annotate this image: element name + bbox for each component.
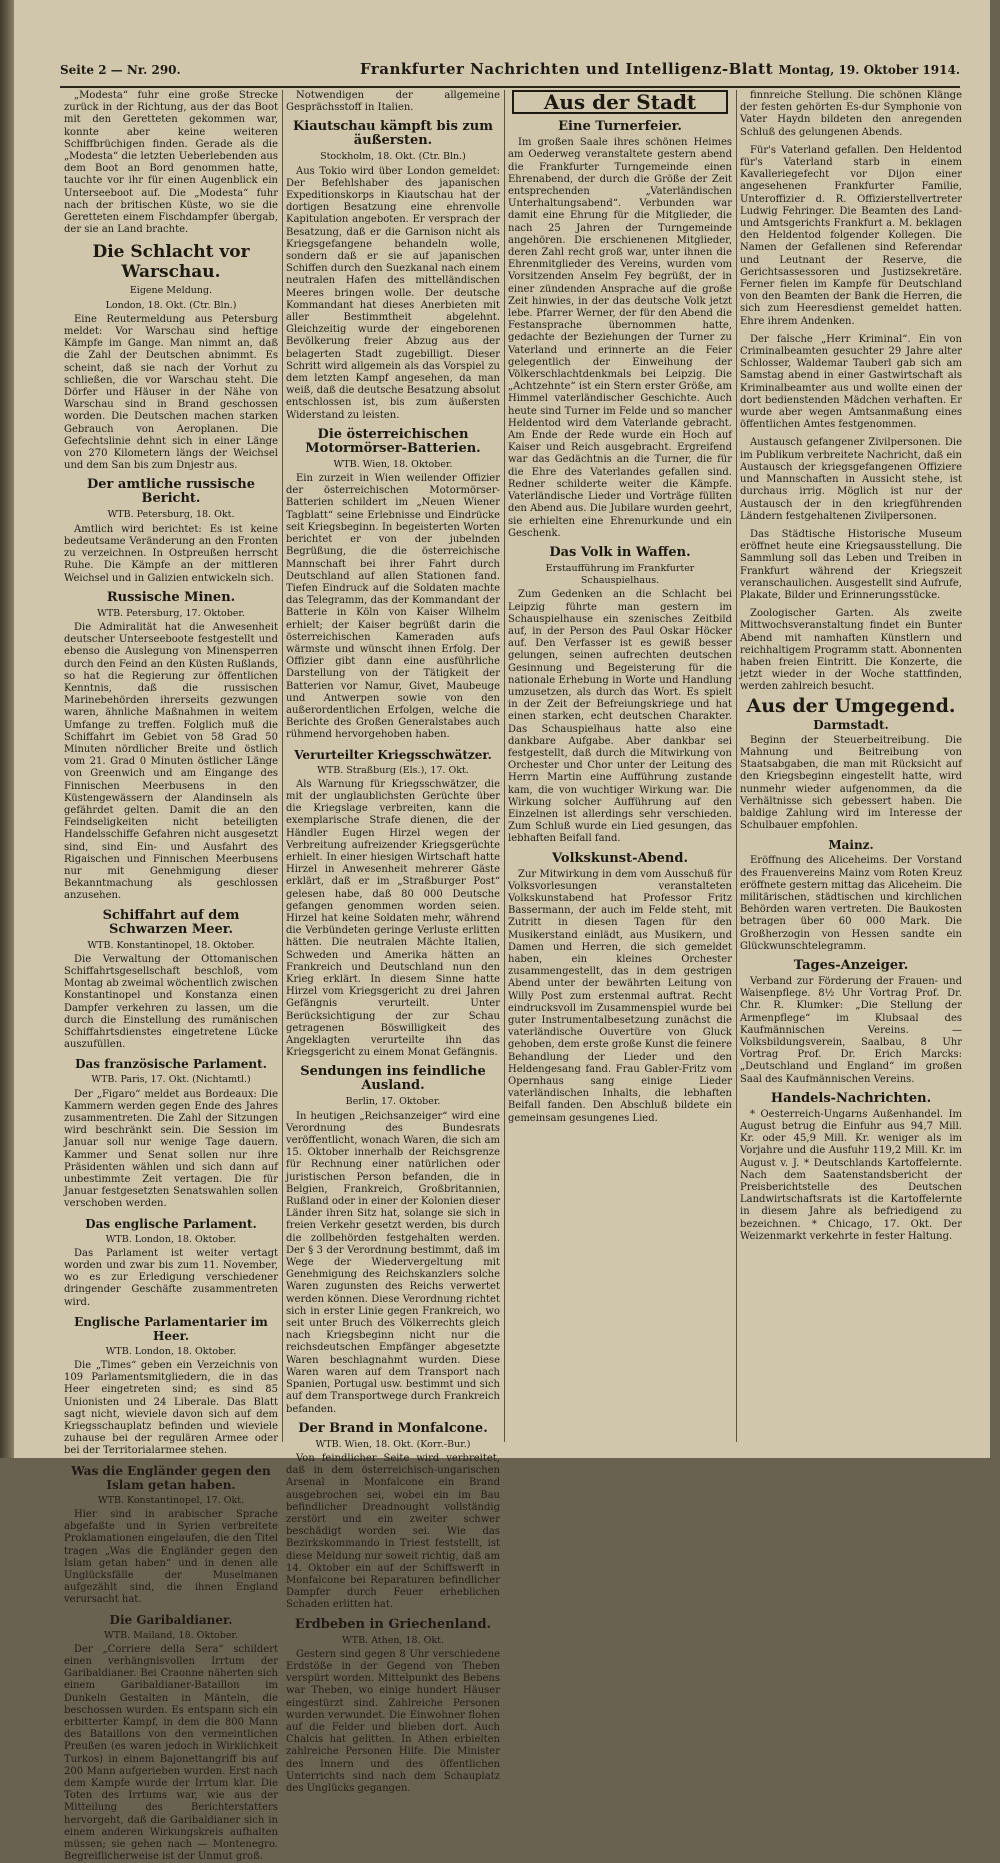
article-body: Zum Gedenken an die Schlacht bei Leipzig führte man gestern im Schauspielhause ein szenisches Zeitbild auf, in der Person des Paul Oskar Höcker auf. Den Verfasser ist es gewiß besser gelungen, seinen aufrechten deutschen Gesinnung und Begeisterung für die nationale Erhebung in Worte und Handlung umzusetzen, als durch das Wort. Es spielt in der Zeit der Befreiungskriege und hat einen starken, echt deutschen Charakter. Das Schauspielhaus hatte also eine dankbare Aufgabe. Aber dankbar sei festgestellt, daß durch die Mitwirkung von Orchester und Chor unter der Leitung des Herrn Martin eine Aufführung zustande kam, die von wuchtiger Wirkung war. Die Wirkung solcher Aufführung auf den Einzelnen ist allerdings sehr verschieden. Zum Schluß wurde ein Lied gesungen, das lebhaften Beifall fand. xyxy=(508,589,732,845)
article xyxy=(740,145,962,328)
article xyxy=(740,437,962,522)
article-dateline: WTB. Mailand, 18. Oktober. xyxy=(104,1629,238,1641)
article xyxy=(286,90,500,114)
article-dateline: WTB. Konstantinopel, 18. Oktober. xyxy=(87,939,255,951)
article-body: Im großen Saale ihres schönen Heimes am Oederweg veranstaltete gestern abend die Frankfurter Turngemeinde einen Ehrenabend, der durch die Größe der Zeit entsprechenden „Vaterländischen Unterhaltungsabend“. Verbunden war damit eine Ehrung für die Mitglieder, die nach 25 Jahren der Turngemeinde angehören. Die erschienenen Mitglieder, deren Zahl recht groß war, unter ihnen die Ehrenmitglieder des Vereins, wurden vom Vorsitzenden Anselm Fey begrüßt, der in einer zündenden Ansprache auf die große Zeit hinwies, in der das deutsche Volk jetzt lebe. Pfarrer Werner, der für den Abend die Festansprache übernommen hatte, gedachte der Beziehungen der Turner zu Vaterland und erinnerte an die Feier gelegentlich der Einweihung der Völkerschlachtdenkmals bei Leipzig. Die „Achtzehnte“ ist ein Stern erster Größe, am Himmel vaterländischer Geschichte. Auch heute sind Turner im Felde und so mancher Heldentod wird dem Vaterlande gebracht. Am Ende der Rede wurde ein Hoch auf Kaiser und Reich ausgebracht. Ergreifend war das Gedächtnis an die Turner, die für die Ehre des Vaterlandes gefallen sind. Redner schilderte weiter die Kämpfe. Vaterländische Lieder und Vorträge füllten den Abend aus. Die Jubilare wurden geehrt, sie erhielten eine Ehrenurkunde und ein Geschenk. xyxy=(508,137,732,539)
article xyxy=(740,608,962,693)
article-dateline: London, 18. Okt. (Ctr. Bln.) xyxy=(105,299,237,311)
page-header xyxy=(60,60,960,82)
article-body: Als Warnung für Kriegsschwätzer, die mit der unglaublichsten Gerüchte über die Kriegslage verbreiten, kann die exemplarische Strafe dienen, die der Händler Eugen Hirzel wegen der Verbreitung aufreizender Kriegsgerüchte erhielt. In einer hiesigen Wirtschaft hatte Hirzel in Anwesenheit mehrerer Gäste erklärt, daß er im „Straßburger Post“ gelesen habe, daß 80 000 Deutsche gefangen genommen worden seien. Hirzel hat keine Soldaten mehr, während die Verbündeten geringe Verluste erlitten hätten. Die neutralen Mächte Italien, Schweden und Amerika hätten an Frankreich und Deutschland nun den Krieg erklärt. In diesem Sinne hatte Hirzel vom Kriegsgericht zu drei Jahren Gefängnis verurteilt. Unter Berücksichtigung der zur Schau getragenen Böswilligkeit des Angeklagten verurteilte ihn das Kriegsgericht zu einem Monat Gefängnis. xyxy=(286,778,500,1059)
article xyxy=(740,334,962,432)
article-headline: Russische Minen. xyxy=(106,589,236,605)
article xyxy=(64,1315,278,1458)
section-heading: Aus der Umgegend. xyxy=(746,694,956,717)
article xyxy=(508,120,732,540)
article xyxy=(740,90,962,139)
article-body: Das Parlament ist weiter vertagt worden und zwar bis zum 11. November, wo es zur Erledigung verschiedener dringender Geschäfte zusammentreten wird. xyxy=(64,1247,278,1308)
header-rule xyxy=(60,86,960,88)
article-dateline: WTB. London, 18. Oktober. xyxy=(105,1233,237,1245)
article-headline: Die österreichischen Motormörser-Batterien. xyxy=(305,426,481,456)
article-body: Der „Corriere della Sera“ schildert einen verhängnisvollen Irrtum der Garibaldianer. Bei Craonne näherten sich einem Garibaldianer-Bataillon im Dunkeln Gestalten in Mänteln, die beschossen wurden. Es entspann sich ein erbitterter Kampf, in dem die 800 Mann des Bataillons von den vermeintlichen Preußen (es waren jedoch in Wirklichkeit Turkos) in einem Bajonettangriff bis auf 200 Mann aufgerieben wurden. Erst nach dem Kampfe wurde der Irrtum klar. Die Toten des Irrtums war, wie aus der Mitteilung des Berichterstatters hervorgeht, daß die Garibaldianer sich in einem anderen Wirkungskreis aufhalten müssen; sie gehen nach — Montenegro. Begreiflicherweise ist der Unmut groß. xyxy=(64,1643,278,1863)
article xyxy=(64,591,278,903)
article-dateline: WTB. Petersburg, 17. Oktober. xyxy=(97,607,245,619)
article-body: Gestern sind gegen 8 Uhr verschiedene Erdstöße in der Gegend von Theben verspürt worden. Mittelpunkt des Bebens war Theben, wo einige hundert Häuser eingestürzt sind. Zahlreiche Personen wurden verwundet. Die Einwohner flohen auf die Felder und blieben dort. Auch Chalcis hat gelitten. In Athen erbielten zahlreiche Personen Hilfe. Die Minister des Innern und des öffentlichen Unterrichts sind nach dem Schauplatz des Unglücks gegangen. xyxy=(286,1648,500,1794)
article-headline: Volkskunst-Abend. xyxy=(552,850,688,866)
column-1 xyxy=(64,90,278,1863)
article-body: Die Admiralität hat die Anwesenheit deutscher Unterseeboote festgestellt und ebenso die Auslegung von Minensperren durch den Feind an den Küsten Rußlands, so hat die Regierung zur öffentlichen Kenntnis, daß die russischen Marinebehörden ihrerseits gezwungen waren, ähnliche Maßnahmen in weitem Umfange zu treffen. Folglich muß die Schiffahrt im Gebiet von 58 Grad 50 Minuten nördlicher Breite und östlich vom 21. Grad 0 Minuten östlicher Länge von Greenwich und am Eingange des Finnischen Meerbusens in den Küstengewässern der Alandinseln als gefährdet gelten. Damit die an den Feindseligkeiten nicht beteiligten Handelsschiffe Gefahren nicht ausgesetzt sind, sind Ein- und Ausfahrt des Rigaischen und Finnischen Meerbusens nur mit Genehmigung dieser Bekanntmachung als geschlossen anzusehen. xyxy=(64,621,278,902)
article-body: finnreiche Stellung. Die schönen Klänge der festen gehörten Es-dur Symphonie von Vater Haydn bildeten den anregenden Schluß des gelungenen Abends. xyxy=(740,90,962,138)
binding-edge xyxy=(0,0,14,1458)
article-dateline: Stockholm, 18. Okt. (Ctr. Bln.) xyxy=(320,151,466,163)
article-headline: Das französische Parlament. xyxy=(75,1057,267,1072)
article-body: Der „Figaro“ meldet aus Bordeaux: Die Kammern werden gegen Ende des Jahres zusammentreten. Die Zahl der Sitzungen wird beschränkt sein. Die Session im Januar soll nur wenige Tage dauern. Kammer und Senat sollen nur ihre Präsidenten wählen und sich dann auf unbestimmte Zeit vertagen. Die für Januar festgesetzten Senatswahlen sollen verschoben werden. xyxy=(64,1088,278,1210)
article-headline: Handels-Nachrichten. xyxy=(770,1090,932,1106)
article-body: Zur Mitwirkung in dem vom Ausschuß für Volksvorlesungen veranstalteten Volkskunstabend hat Professor Fritz Bassermann, der auch im Felde steht, mit Zutritt in diesen Tagen für den Musikerstand einlädt, aus Musikern, und Damen und Herren, die sich gemeldet haben, ein kleines Orchester zusammengestellt, das in dem gestrigen Abend unter der bewährten Leitung von Willy Post zum erstenmal auftrat. Recht eindrucksvoll im Zusammenspiel wurde bei guter Instrumentalbesetzung zunächst die vaterländische Ouvertüre von Gluck gehoben, dem erste große Kunst die feinere Behandlung der Lieder und den Heldengesang fand. Frau Gabler-Fritz vom Opernhaus sang einige Lieder vaterländischen Inhalts, die lebhaften Beifall fanden. Den Abschluß bildete ein gemeinsam gesungenes Lied. xyxy=(508,868,732,1124)
article xyxy=(286,120,500,421)
article xyxy=(64,478,278,584)
article xyxy=(508,90,732,114)
article-body: Der falsche „Herr Kriminal“. Ein von Criminalbeamten gesuchter 29 Jahre alter Schlosser, Waldemar Tauberl gab sich am Samstag abend in einer Gastwirtschaft als Kriminalbeamter aus und wollte einen der dort bedienstenden Mädchen verhaften. Er wurde aber wegen Amtsanmaßung eines öffentlichen Amtes festgenommen. xyxy=(740,333,962,431)
issue-date: Montag, 19. Oktober 1914. xyxy=(778,63,960,77)
article-headline: Englische Parlamentarier im Heer. xyxy=(74,1314,268,1343)
article xyxy=(64,1464,278,1607)
article-subline: Eigene Meldung. xyxy=(129,285,213,297)
column-divider xyxy=(736,90,737,1442)
article-headline: Der Brand in Monfalcone. xyxy=(298,1420,488,1436)
article-dateline: WTB. Wien, 18. Oktober. xyxy=(333,458,453,470)
article-body: Für's Vaterland gefallen. Den Heldentod für's Vaterland starb in einem Kavalleriegefecht vor Dijon einer angesehenen Frankfurter Familie, Unteroffizier d. R. Offizierstellvertreter Ludwig Fehringer. Die Beamten des Land- und Amtsgerichts Frankfurt a. M. beklagen den Heldentod folgender Kollegen. Die Namen der Gefallenen sind Referendar und Leutnant der Reserve, die Gerichtsassessoren und Justizsekretäre. Ferner fielen im Kampfe für Deutschland von den Beamten der Bank die Herren, die sich zum Heeresdienst gemeldet hatten. Ehre ihrem Andenken. xyxy=(740,144,962,327)
article-body: Das Städtische Historische Museum eröffnet heute eine Kriegsausstellung. Die Sammlung soll das Leben und Treiben in Frankfurt während der Kriegszeit veranschaulichen. Ausgestellt sind Aufrufe, Plakate, Bilder und Erinnerungsstücke. xyxy=(740,528,962,601)
article xyxy=(64,909,278,1052)
article xyxy=(508,546,732,846)
article-dateline: WTB. Petersburg, 18. Okt. xyxy=(107,509,235,521)
article xyxy=(64,90,278,236)
article-headline: Tages-Anzeiger. xyxy=(793,958,909,973)
article-headline: Der amtliche russische Bericht. xyxy=(87,477,255,507)
column-2 xyxy=(286,90,500,1794)
article-headline: Die Schlacht vor Warschau. xyxy=(92,242,250,283)
article-body: Die „Times“ geben ein Verzeichnis von 109 Parlamentsmitgliedern, die in das Heer eingetreten sind; es sind 85 Unionisten und 24 Liberale. Das Blatt sagt nicht, wieviele davon sich auf dem Kriegsschauplatz befinden und wieviele zuhause bei der regulären Armee oder bei der Territorialarmee stehen. xyxy=(64,1360,278,1457)
article-dateline: WTB. Athen, 18. Okt. xyxy=(341,1634,445,1646)
column-divider xyxy=(504,90,505,1442)
article-headline: Schiffahrt auf dem Schwarzen Meer. xyxy=(102,907,240,937)
article-dateline: Berlin, 17. Oktober. xyxy=(345,1096,441,1108)
article-body: „Modesta“ fuhr eine große Strecke zurück in der Richtung, aus der das Boot mit den Geretteten gekommen war, konnte aber keine weiteren Schiffbrüchigen finden. Gerade als die „Modesta“ die letzten Ueberlebenden aus dem Boot an Bord genommen hatte, tauchte vor ihr für einen Augenblick ein Unterseeboot auf. Die „Modesta“ fuhr nach der britischen Küste, wo sie die Geretteten einem Fischdampfer übergab, der sie an Land brachte. xyxy=(64,90,278,236)
article-dateline: WTB. London, 18. Oktober. xyxy=(105,1345,237,1357)
article-body: Verband zur Förderung der Frauen- und Waisenpflege. 8½ Uhr Vortrag Prof. Dr. Chr. R. Klumker: „Die Stellung der Armenpflege“ im Klubsaal des Kaufmännischen Vereins. — Volksbildungsverein, Saalbau, 8 Uhr Vortrag Prof. Dr. Erich Marcks: „Deutschland und England“ im großen Saal des Kaufmännischen Vereins. xyxy=(740,976,962,1085)
article xyxy=(64,1613,278,1863)
article-body: Eine Reutermeldung aus Petersburg meldet: Vor Warschau sind heftige Kämpfe im Gange. Man nimmt an, daß die Zahl der Deutschen abnimmt. Es scheint, daß sie nach der Vorhut zu schließen, die vor Warschau steht. Die Dörfer und Häuser in der Nähe von Warschau sind in Brand geschossen worden. Die Deutschen machen starken Gebrauch von Aeroplanen. Die Gefechtslinie dehnt sich in einer Länge von 270 Kilometern längs der Weichsel und dem San bis zum Dnjestr aus. xyxy=(64,313,278,472)
column-4 xyxy=(740,90,962,1442)
article xyxy=(740,529,962,602)
column-divider xyxy=(282,90,283,1442)
article-headline: Mainz. xyxy=(828,838,874,853)
article xyxy=(740,694,962,717)
article xyxy=(286,1065,500,1415)
article-headline: Das Volk in Waffen. xyxy=(549,544,691,560)
article-body: Notwendigen der allgemeine Gesprächsstoff in Italien. xyxy=(286,90,500,114)
article xyxy=(286,1618,500,1796)
page-number: Seite 2 — Nr. 290. xyxy=(60,63,181,77)
article-headline: Die Garibaldianer. xyxy=(109,1612,233,1627)
article-body: Ein zurzeit in Wien weilender Offizier der österreichischen Motormörser-Batterien schildert im „Neuen Wiener Tagblatt“ seine Erlebnisse und Eindrücke seit Kriegsbeginn. In begeisterten Worten berichtet er von der jubelnden Begrüßung, die die österreichische Mannschaft bei ihrer Fahrt durch Deutschland auf allen Stationen fand. Tiefen Eindruck auf die Soldaten machte das Telegramm, das der Kommandant der Batterie in Köln von Kaiser Wilhelm erhielt; der Kaiser begrüßt darin die österreichischen Kameraden aufs wärmste und wünscht ihnen Erfolg. Der Offizier gibt dann eine ausführliche Darstellung von der Tätigkeit der Batterien vor Namur, Givet, Maubeuge und Antwerpen sowie von den außerordentlichen Erfolgen, welche die Berichte des Großen Generalstabes auch rühmend hervorgehoben haben. xyxy=(286,473,500,741)
article xyxy=(64,1217,278,1309)
article-dateline: WTB. Straßburg (Els.), 17. Okt. xyxy=(317,764,469,776)
article-body: Eröffnung des Aliceheims. Der Vorstand des Frauenvereins Mainz vom Roten Kreuz eröffnete gestern mittag das Aliceheim. Die militärischen, städtischen und kirchlichen Behörden waren vertreten. Die Baukosten betragen über 60 000 Mark. Die Großherzogin von Hessen sandte ein Glückwunschtelegramm. xyxy=(740,855,962,952)
article-dateline: WTB. Wien, 18. Okt. (Korr.-Bur.) xyxy=(315,1438,471,1450)
article-body: Austausch gefangener Zivilpersonen. Die im Publikum verbreitete Nachricht, daß ein Austausch der kriegsgefangenen Offiziere und Mannschaften in Aussicht stehe, ist durchaus irrig. Möglich ist nur der Austausch der in den kriegführenden Ländern festgehaltenen Zivilpersonen. xyxy=(740,437,962,522)
article-headline: Was die Engländer gegen den Islam getan haben. xyxy=(71,1463,271,1492)
article-body: Aus Tokio wird über London gemeldet: Der Befehlshaber des japanischen Expeditionskorps in Kiautschau hat der dortigen Besatzung eine ehrenvolle Kapitulation angeboten. Er versprach der Besatzung, daß er die Garnison nicht als Kriegsgefangene behandeln wolle, sondern daß er sie auf japanischen Schiffen durch den Suezkanal nach einem neutralen Hafen des mittelländischen Meeres bringen wolle. Der deutsche Kommandant hat dieses Anerbieten mit aller Bestimmtheit abgelehnt. Gleichzeitig wurde der eingeborenen Bevölkerung freier Abzug aus der belagerten Stadt zugebilligt. Dieser Schritt wird allgemein als das Vorspiel zu dem letzten Kampf angesehen, da man weiß, daß die deutsche Besatzung absolut entschlossen ist, bis zum äußersten Widerstand zu leisten. xyxy=(286,165,500,421)
article-headline: Kiautschau kämpft bis zum äußersten. xyxy=(292,119,494,149)
masthead: Frankfurter Nachrichten und Intelligenz-Blatt xyxy=(360,60,774,78)
article-dateline: WTB. Konstantinopel, 17. Okt. xyxy=(97,1494,245,1506)
article xyxy=(286,748,500,1060)
article xyxy=(740,959,962,1086)
article-body: Amtlich wird berichtet: Es ist keine bedeutsame Veränderung an den Fronten zu verzeichnen. In Ostpreußen herrscht Ruhe. Die Kämpfe an der mittleren Weichsel und in Galizien entwickeln sich. xyxy=(64,523,278,584)
article xyxy=(740,1092,962,1243)
article-headline: Das englische Parlament. xyxy=(85,1216,257,1231)
article xyxy=(286,1422,500,1612)
article xyxy=(740,838,962,953)
article xyxy=(64,1057,278,1210)
article-body: Hier sind in arabischer Sprache abgefaßte und in Syrien verbreitete Proklamationen eingelaufen, die den Titel tragen „Was die Engländer gegen den Islam getan haben“ und in denen alle Unglücksfälle der Muselmanen aufgezählt sind, die ihnen England verursacht hat. xyxy=(64,1508,278,1606)
article-body: Die Verwaltung der Ottomanischen Schiffahrtsgesellschaft beschloß, vom Montag ab zweimal wöchentlich zwischen Konstantinopel und Konstanza einen Dampfer verkehren zu lassen, um die durch die Einstellung des rumänischen Schiffahrtsdienstes eingetretene Lücke auszufüllen. xyxy=(64,953,278,1051)
article xyxy=(508,852,732,1125)
article-headline: Verurteilter Kriegsschwätzer. xyxy=(294,747,492,762)
article-body: Beginn der Steuerbeitreibung. Die Mahnung und Beitreibung von Staatsabgaben, die man mit Rücksicht auf den Kriegsbeginn eingestellt hatte, wird nunmehr wieder aufgenommen, da die Verhältnisse sich gebessert haben. Die baldige Zahlung wird im Interesse der Schulbauer empfohlen. xyxy=(740,734,962,832)
section-heading-box: Aus der Stadt xyxy=(512,90,728,114)
column-3 xyxy=(508,90,732,1442)
article-body: Von feindlicher Seite wird verbreitet, daß in dem österreichisch-ungarischen Arsenal in Monfalcone ein Brand ausgebrochen sei, wobei ein im Bau befindlicher Dreadnought vollständig zerstört und ein zweiter schwer beschädigt worden sei. Wie das Bezirkskommando in Triest feststellt, ist diese Meldung nur soweit richtig, daß am 14. Oktober ein auf der Schiffswerft in Monfalcone bei Reparaturen befindlicher Dampfer durch Feuer erheblichen Schaden erlitten hat. xyxy=(286,1452,500,1611)
article-body: In heutigen „Reichsanzeiger“ wird eine Verordnung des Bundesrats veröffentlicht, wonach Waren, die sich am 15. Oktober innerhalb der Reichsgrenze für Rechnung einer natürlichen oder juristischen Person befanden, die in Belgien, Frankreich, Großbritannien, Rußland oder in einer der Kolonien dieser Länder ihren Sitz hat, solange sie sich in freien Verkehr gesetzt werden, bis durch die zollbehörden festgehalten werden. Der § 3 der Verordnung bestimmt, daß im Wege der Wiedervergeltung mit Genehmigung des Reichskanzlers solche Waren zugunsten des Reichs verwertet werden können. Diese Verordnung richtet sich in erster Linie gegen Frankreich, wo seit unter Bruch des Völkerrechts gleich nach Kriegsbeginn nicht nur die reichsdeutschen Empfänger abgesetzte Waren beschlagnahmt wurden. Diese Waren waren auf dem Transport nach Spanien, Portugal usw. bestimmt und sich auf dem Transportwege durch Frankreich befanden. xyxy=(286,1110,500,1415)
article-headline: Erdbeben in Griechenland. xyxy=(294,1616,492,1632)
article-headline: Eine Turnerfeier. xyxy=(558,119,682,135)
article-dateline: WTB. Paris, 17. Okt. (Nichtamtl.) xyxy=(91,1074,251,1086)
article-subline: Erstaufführung im Frankfurter Schauspielhaus. xyxy=(545,562,695,587)
article xyxy=(286,428,500,742)
article-headline: Sendungen ins feindliche Ausland. xyxy=(300,1064,486,1094)
article-body: Zoologischer Garten. Als zweite Mittwochsveranstaltung findet ein Bunter Abend mit namhaften Künstlern und reichhaltigem Programm statt. Abonnenten haben freien Eintritt. Die Konzerte, die jetzt wieder in der Woche stattfinden, werden zahlreich besucht. xyxy=(740,608,962,693)
article xyxy=(740,718,962,833)
article xyxy=(64,242,278,472)
article-body: * Oesterreich-Ungarns Außenhandel. Im August betrug die Einfuhr aus 94,7 Mill. Kr. oder 45,9 Mill. Kr. weniger als im Vorjahre und die Ausfuhr 119,2 Mill. Kr. im August v. J. * Deutschlands Kartoffelernte. Nach dem Saatenstandsbericht der Preisberichtstelle des Deutschen Landwirtschaftsrats ist die Kartoffelernte in diesem Jahre als befriedigend zu bezeichnen. * Chicago, 17. Okt. Der Weizenmarkt verkehrte in fester Haltung. xyxy=(740,1108,962,1242)
article-headline: Darmstadt. xyxy=(813,717,889,732)
